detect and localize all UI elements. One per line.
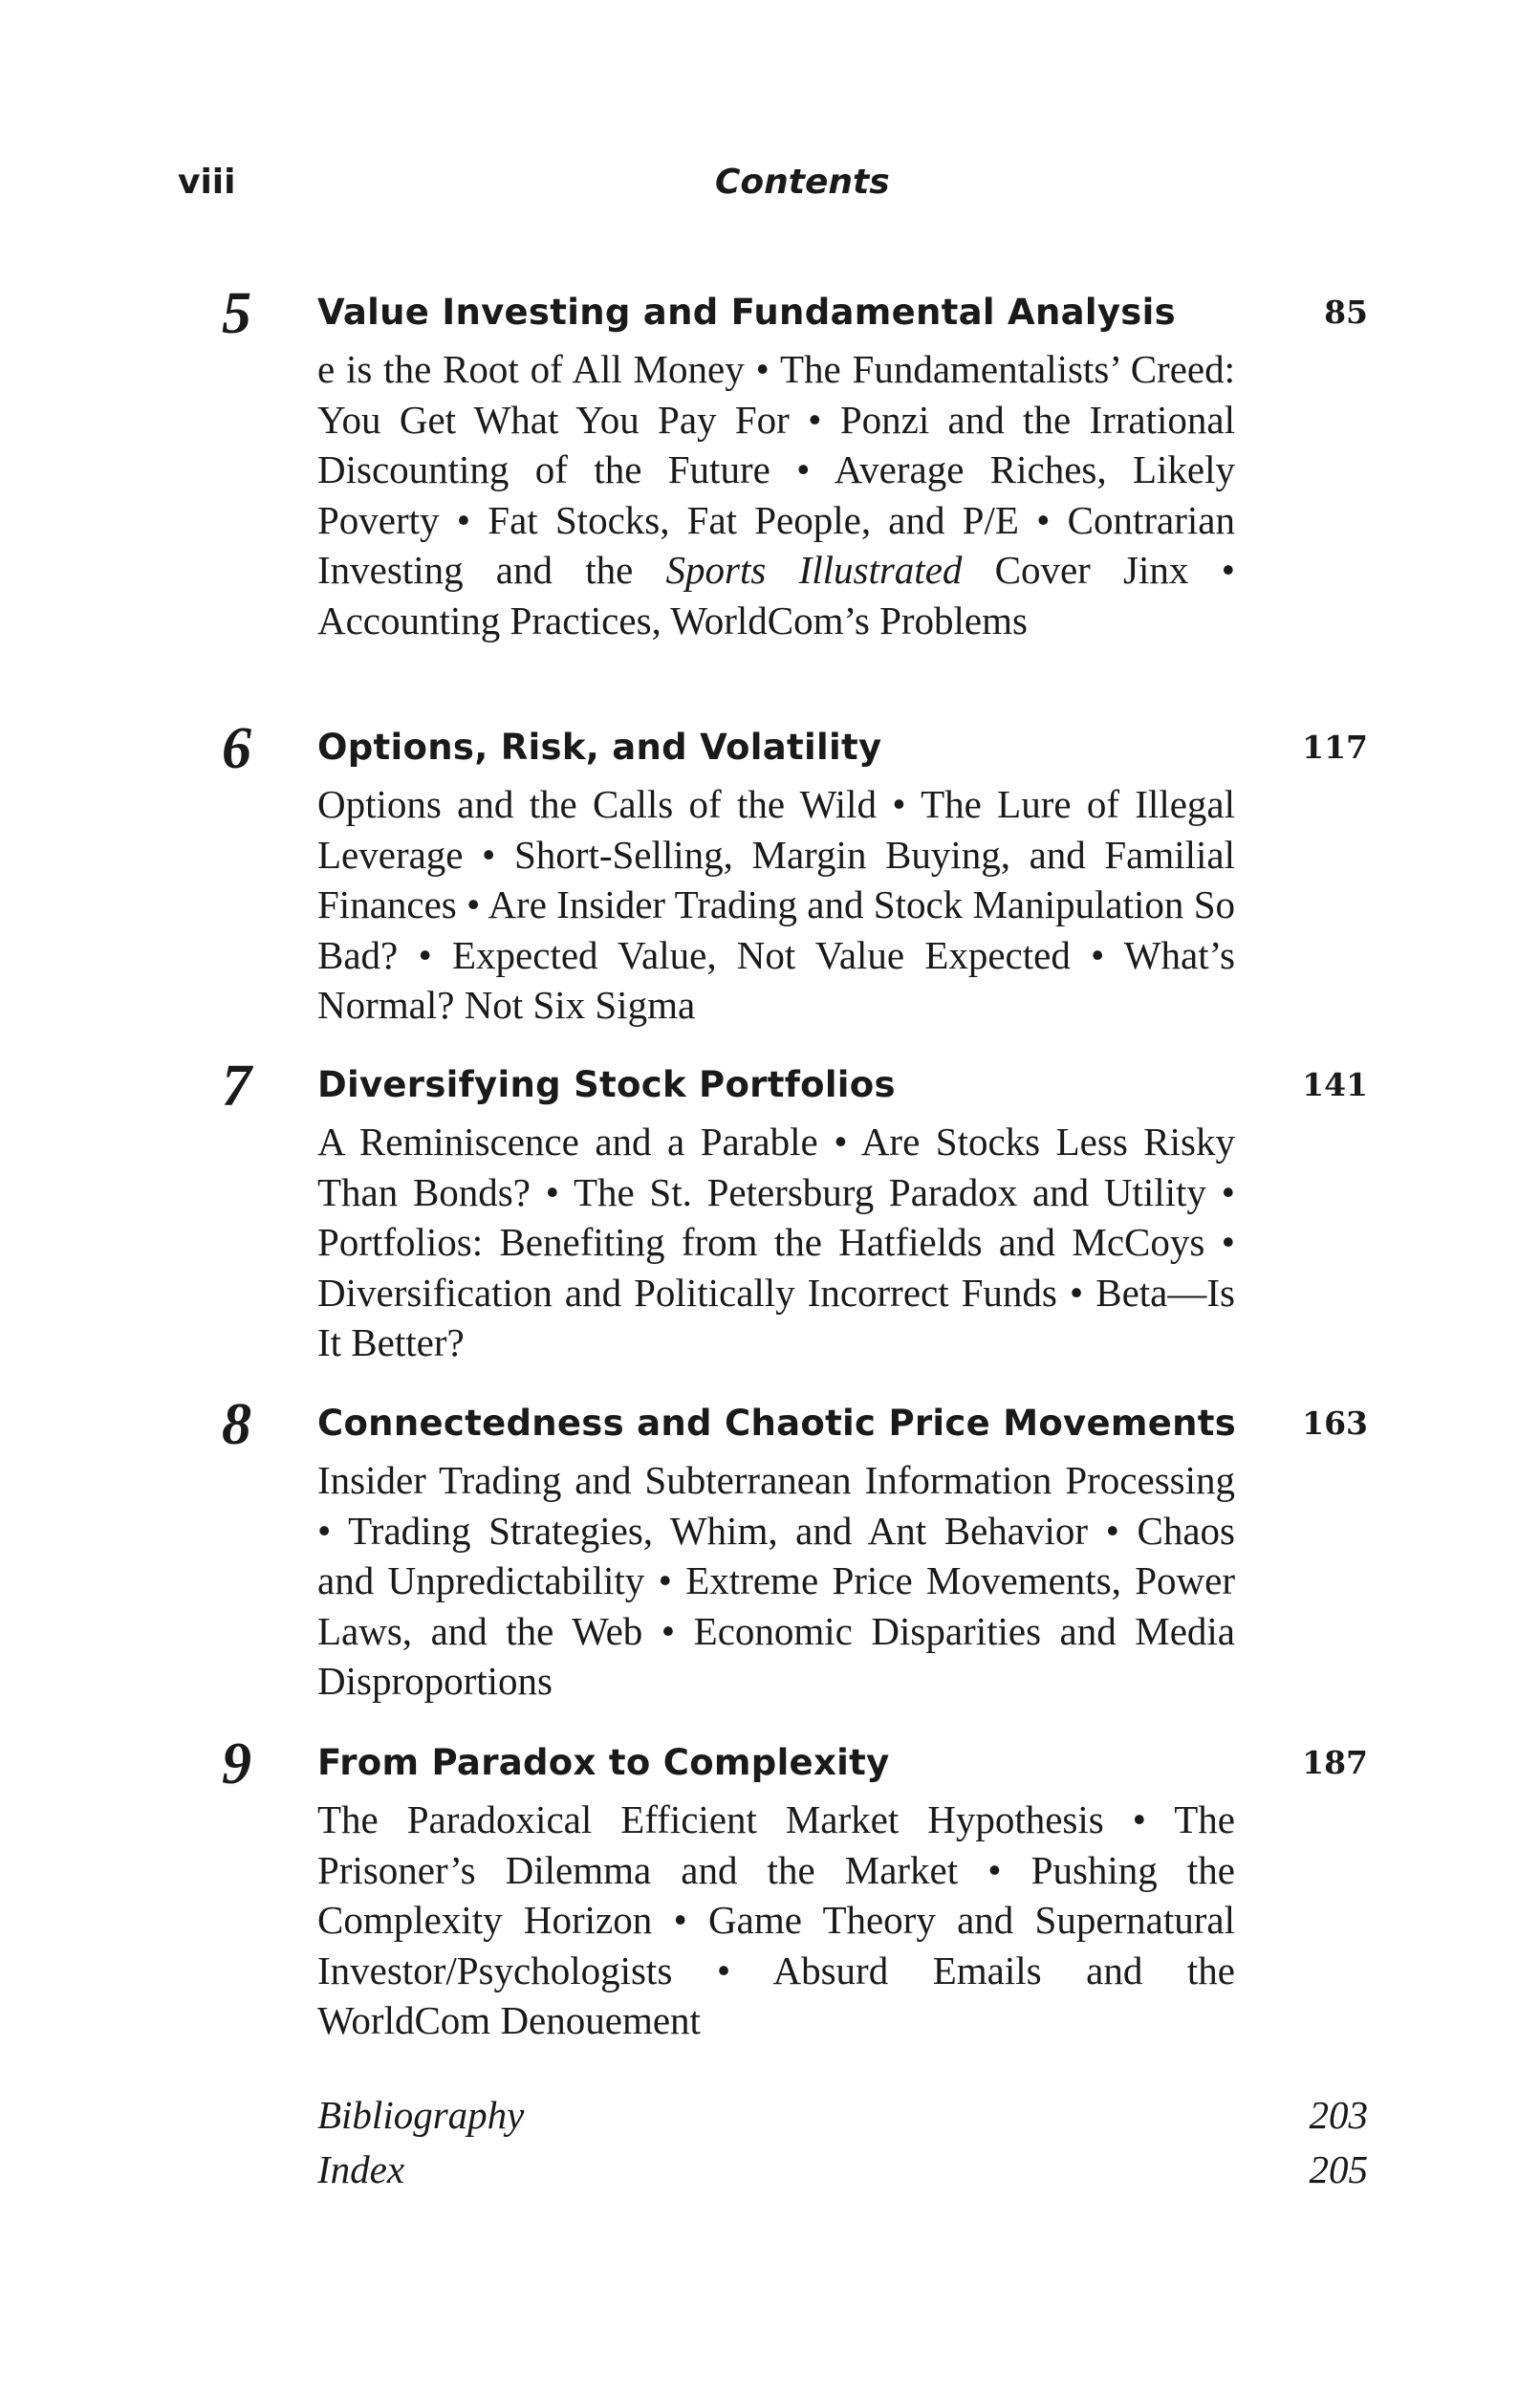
page-folio: viii — [178, 163, 236, 202]
chapter-number: 9 — [222, 1731, 251, 1796]
chapter-title: Connectedness and Chaotic Price Movements — [317, 1403, 1237, 1444]
back-matter-page-number: 205 — [1309, 2147, 1368, 2191]
chapter-description: Insider Trading and Subterranean Information Processing • Trading Strategies, Whim, and Ant Behavior • Chaos and Unpredictability • Extreme Price Movements, Power Laws, and the Web • Economic Disparities and Media Disproportions — [317, 1458, 1235, 1704]
chapter-page-number: 163 — [1302, 1404, 1368, 1442]
chapter-page-number: 187 — [1302, 1744, 1368, 1781]
chapter-title: Value Investing and Fundamental Analysis — [317, 292, 1176, 333]
chapter-title: From Paradox to Complexity — [317, 1742, 890, 1783]
chapter-title: Options, Risk, and Volatility — [317, 727, 882, 768]
chapter-description-text: e is the Root of All Money • The Fundamentalists’ Creed: You Get What You Pay For • Ponzi and the Irrational Discounting of the Future • Average Riches, Likely Poverty • Fat Stocks, Fat People, and P/E • Contrarian Investing and the — [317, 347, 1235, 593]
chapter-page-number: 85 — [1324, 294, 1368, 331]
running-header — [0, 163, 1540, 220]
chapter-number: 6 — [222, 716, 251, 781]
toc-entry-index[interactable] — [0, 2146, 1540, 2204]
chapter-page-number: 141 — [1302, 1066, 1368, 1103]
chapter-description-text: Cover Jinx • Accounting Practices, WorldCom’s Problems — [317, 548, 1235, 642]
chapter-description: Options and the Calls of the Wild • The Lure of Illegal Leverage • Short-Selling, Margin Buying, and Familial Finances • Are Insider Trading and Stock Manipulation So Bad? • Expected Value, Not Value Expected • What’s Normal? Not Six Sigma — [317, 782, 1235, 1028]
chapter-description — [317, 344, 1235, 646]
chapter-description-italic: Sports Illustrated — [665, 548, 963, 593]
back-matter-label: Index — [317, 2147, 405, 2191]
chapter-number: 8 — [222, 1392, 251, 1457]
running-head-title: Contents — [715, 163, 890, 202]
toc-entry-bibliography[interactable] — [0, 2092, 1540, 2149]
chapter-description: The Paradoxical Efficient Market Hypothesis • The Prisoner’s Dilemma and the Market • Pushing the Complexity Horizon • Game Theory and Supernatural Investor/Psychologists • Absurd Emails and the WorldCom Denouement — [317, 1797, 1235, 2043]
chapter-number: 7 — [222, 1054, 251, 1119]
chapter-description: A Reminiscence and a Parable • Are Stocks Less Risky Than Bonds? • The St. Petersburg Paradox and Utility • Portfolios: Benefiting from the Hatfields and McCoys • Diversification and Politically Incorrect Funds • Beta—Is It Better? — [317, 1120, 1235, 1365]
back-matter-label: Bibliography — [317, 2093, 525, 2137]
chapter-number: 5 — [222, 281, 251, 346]
chapter-page-number: 117 — [1302, 729, 1368, 766]
chapter-title: Diversifying Stock Portfolios — [317, 1064, 896, 1105]
back-matter-page-number: 203 — [1309, 2093, 1368, 2137]
